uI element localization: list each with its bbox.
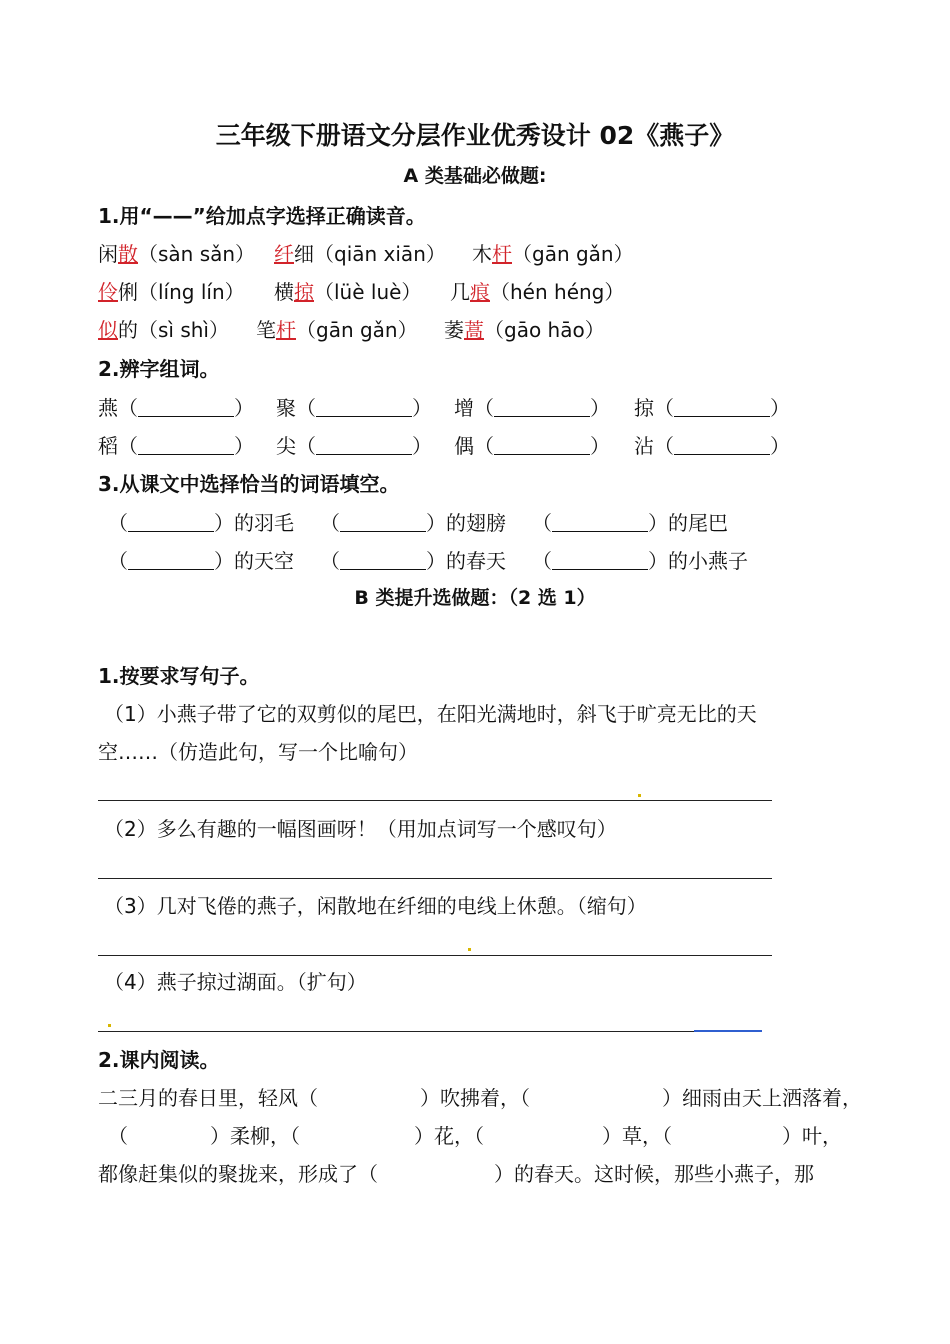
word-group-item: 燕（ ） — [98, 396, 254, 420]
reading-text: ）花，（ — [414, 1124, 484, 1148]
marker-dot — [468, 948, 471, 951]
b2-heading: 2.课内阅读。 — [98, 1048, 220, 1072]
b1-item-1-line-2: 空……（仿造此句，写一个比喻句） — [98, 740, 418, 764]
b1-item-4: （4）燕子掠过湖面。（扩句） — [104, 970, 367, 994]
fill-item: （ ）的羽毛 — [108, 511, 294, 535]
pinyin-item: 似的（sì shì） — [98, 318, 229, 342]
b1-heading: 1.按要求写句子。 — [98, 664, 260, 688]
b1-item-3: （3）几对飞倦的燕子，闲散地在纤细的电线上休憩。（缩句） — [104, 894, 647, 918]
answer-line[interactable] — [98, 1031, 694, 1032]
word-group-item: 稻（ ） — [98, 434, 254, 458]
q2-row-2 — [98, 432, 858, 460]
answer-line[interactable] — [98, 878, 772, 879]
answer-line[interactable] — [98, 800, 772, 801]
answer-line[interactable] — [98, 955, 772, 956]
reading-text: ）柔柳，（ — [210, 1124, 300, 1148]
answer-blank[interactable] — [674, 396, 770, 417]
reading-text: ）的春天。这时候，那些小燕子，那 — [494, 1162, 814, 1186]
answer-blank[interactable] — [340, 511, 426, 532]
fill-item: （ ）的翅膀 — [320, 511, 506, 535]
word-group-item: 沾（ ） — [634, 434, 790, 458]
reading-line-1 — [98, 1084, 862, 1112]
word-group-item: 掠（ ） — [634, 396, 790, 420]
q1-row-3 — [98, 316, 858, 344]
answer-blank[interactable] — [340, 549, 426, 570]
word-group-item: 聚（ ） — [276, 396, 432, 420]
reading-text: （ — [108, 1124, 128, 1148]
pinyin-item: 笔杆（gān gǎn） — [256, 318, 418, 342]
accent-underline — [694, 1030, 762, 1032]
pinyin-item: 萎蒿（gāo hāo） — [444, 318, 605, 342]
answer-blank[interactable] — [138, 396, 234, 417]
fill-item: （ ）的尾巴 — [532, 511, 728, 535]
answer-blank[interactable] — [316, 396, 412, 417]
q3-row-2 — [108, 547, 868, 575]
section-b-heading: B 类提升选做题：（2 选 1） — [354, 587, 596, 609]
word-group-item: 偶（ ） — [454, 434, 610, 458]
word-group-item: 增（ ） — [454, 396, 610, 420]
q1-row-2 — [98, 278, 858, 306]
answer-blank[interactable] — [316, 434, 412, 455]
marker-dot — [638, 794, 641, 797]
pinyin-item: 木杆（gān gǎn） — [472, 242, 634, 266]
fill-item: （ ）的天空 — [108, 549, 294, 573]
answer-blank[interactable] — [552, 511, 648, 532]
reading-line-2 — [108, 1122, 868, 1150]
section-a-heading: A 类基础必做题: — [403, 165, 547, 187]
reading-text: ）细雨由天上洒落着， — [662, 1086, 862, 1110]
pinyin-item: 几痕（hén héng） — [450, 280, 625, 304]
answer-blank[interactable] — [138, 434, 234, 455]
reading-text: ）吹拂着，（ — [420, 1086, 530, 1110]
q2-heading: 2.辨字组词。 — [98, 357, 220, 381]
answer-blank[interactable] — [494, 434, 590, 455]
answer-blank[interactable] — [674, 434, 770, 455]
reading-text: 二三月的春日里，轻风（ — [98, 1086, 318, 1110]
answer-blank[interactable] — [128, 511, 214, 532]
reading-text: ）草，（ — [602, 1124, 672, 1148]
word-group-item: 尖（ ） — [276, 434, 432, 458]
answer-blank[interactable] — [552, 549, 648, 570]
reading-text: ）叶， — [782, 1124, 842, 1148]
q1-row-1 — [98, 240, 858, 268]
reading-line-3 — [98, 1160, 858, 1188]
reading-text: 都像赶集似的聚拢来，形成了（ — [98, 1162, 378, 1186]
q1-heading: 1.用“——”给加点字选择正确读音。 — [98, 204, 426, 228]
answer-blank[interactable] — [128, 549, 214, 570]
page-title: 三年级下册语文分层作业优秀设计 02《燕子》 — [215, 121, 735, 150]
pinyin-item: 横掠（lüè luè） — [274, 280, 422, 304]
pinyin-item: 闲散（sàn sǎn） — [98, 242, 256, 266]
answer-blank[interactable] — [494, 396, 590, 417]
q3-heading: 3.从课文中选择恰当的词语填空。 — [98, 472, 400, 496]
b1-item-1-line-1: （1）小燕子带了它的双剪似的尾巴，在阳光满地时，斜飞于旷亮无比的天 — [104, 702, 757, 726]
fill-item: （ ）的春天 — [320, 549, 506, 573]
fill-item: （ ）的小燕子 — [532, 549, 748, 573]
b1-item-2: （2）多么有趣的一幅图画呀！（用加点词写一个感叹句） — [104, 817, 617, 841]
pinyin-item: 伶俐（líng lín） — [98, 280, 245, 304]
marker-dot — [108, 1024, 111, 1027]
q3-row-1 — [108, 509, 868, 537]
pinyin-item: 纤细（qiān xiān） — [274, 242, 446, 266]
q2-row-1 — [98, 394, 858, 422]
